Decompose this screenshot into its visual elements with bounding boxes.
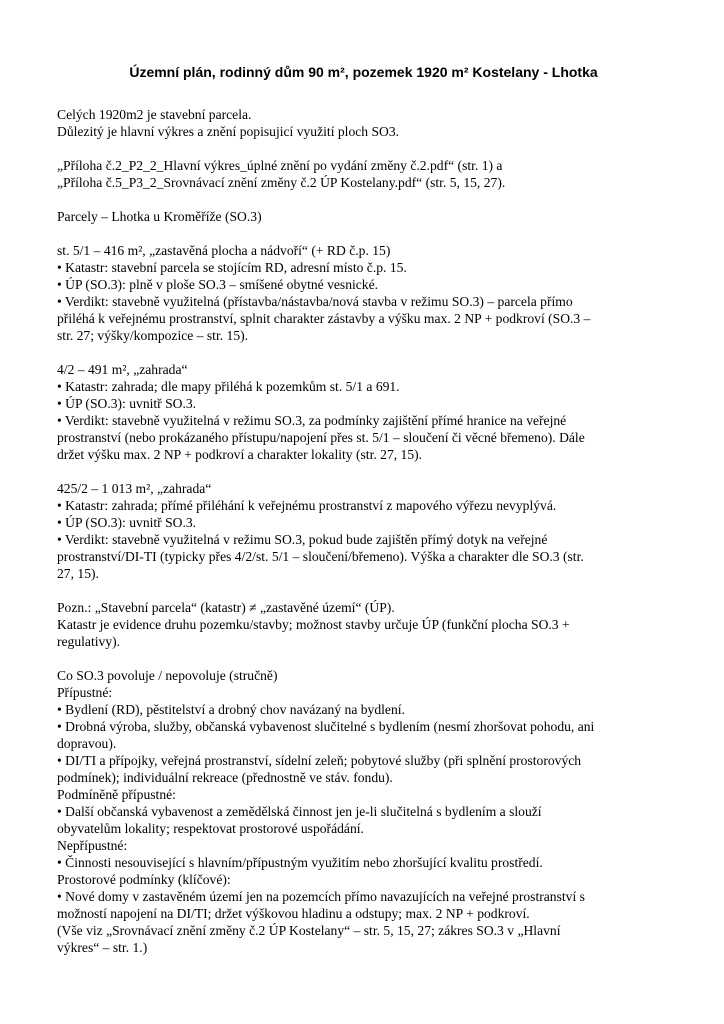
text-line: Parcely – Lhotka u Kroměříže (SO.3) [57, 209, 262, 224]
text-line: • ÚP (SO.3): uvnitř SO.3. [57, 515, 197, 530]
text-line: • Verdikt: stavebně využitelná v režimu SO.3, za podmínky zajištění přímé hranice na veřejné [57, 413, 567, 428]
text-line: str. 27; výšky/kompozice – str. 15). [57, 328, 249, 343]
text-line: Podmíněně přípustné: [57, 787, 176, 802]
text-line: 425/2 – 1 013 m², „zahrada“ [57, 481, 212, 496]
text-line: obyvatelům lokality; respektovat prostorové uspořádání. [57, 821, 364, 836]
text-line: • Nové domy v zastavěném území jen na pozemcích přímo navazujících na veřejné prostranství s [57, 889, 585, 904]
text-line: prostranství/DI-TI (typicky přes 4/2/st. 5/1 – sloučení/břemeno). Výška a charakter dle SO.3 (str. [57, 549, 584, 564]
paragraph [57, 667, 670, 956]
text-line: možností napojení na DI/TI; držet výškovou hladinu a odstupy; max. 2 NP + podkroví. [57, 906, 530, 921]
text-line: • Verdikt: stavebně využitelná (přístavba/nástavba/nová stavba v režimu SO.3) – parcela přímo [57, 294, 573, 309]
text-line: podmínek); individuální rekreace (přednostně ve stáv. fondu). [57, 770, 393, 785]
paragraph [57, 480, 670, 582]
paragraph [57, 208, 670, 225]
text-line: • Katastr: zahrada; dle mapy přiléhá k pozemkům st. 5/1 a 691. [57, 379, 400, 394]
text-line: prostranství (nebo prokázaného přístupu/napojení přes st. 5/1 – sloučení či věcné břemeno). Dále [57, 430, 585, 445]
document-body [57, 106, 670, 956]
text-line: (Vše viz „Srovnávací znění změny č.2 ÚP Kostelany“ – str. 5, 15, 27; zákres SO.3 v „Hlavní [57, 923, 561, 938]
text-line: Katastr je evidence druhu pozemku/stavby; možnost stavby určuje ÚP (funkční plocha SO.3 + [57, 617, 570, 632]
text-line: „Příloha č.2_P2_2_Hlavní výkres_úplné znění po vydání změny č.2.pdf“ (str. 1) a [57, 158, 503, 173]
text-line: • Další občanská vybavenost a zemědělská činnost jen je-li slučitelná s bydlením a slouží [57, 804, 542, 819]
text-line: 4/2 – 491 m², „zahrada“ [57, 362, 188, 377]
text-line: Prostorové podmínky (klíčové): [57, 872, 231, 887]
text-line: Přípustné: [57, 685, 113, 700]
text-line: Důlezitý je hlavní výkres a znění popisujicí využití ploch SO3. [57, 124, 400, 139]
text-line: „Příloha č.5_P3_2_Srovnávací znění změny č.2 ÚP Kostelany.pdf“ (str. 5, 15, 27). [57, 175, 506, 190]
document-title: Územní plán, rodinný dům 90 m², pozemek 1920 m² Kostelany - Lhotka [129, 64, 598, 80]
text-line: Co SO.3 povoluje / nepovoluje (stručně) [57, 668, 278, 683]
text-line: Celých 1920m2 je stavební parcela. [57, 107, 252, 122]
text-line: • ÚP (SO.3): plně v ploše SO.3 – smíšené obytné vesnické. [57, 277, 379, 292]
text-line: st. 5/1 – 416 m², „zastavěná plocha a nádvoří“ (+ RD č.p. 15) [57, 243, 391, 258]
text-line: • Činnosti nesouvisející s hlavním/přípustným využitím nebo zhoršující kvalitu prostředí. [57, 855, 543, 870]
paragraph [57, 361, 670, 463]
text-line: • Katastr: zahrada; přímé přiléhání k veřejnému prostranství z mapového výřezu nevyplývá. [57, 498, 557, 513]
paragraph [57, 242, 670, 344]
text-line: Nepřípustné: [57, 838, 128, 853]
text-line: • Katastr: stavební parcela se stojícím RD, adresní místo č.p. 15. [57, 260, 407, 275]
text-line: držet výšku max. 2 NP + podkroví a charakter lokality (str. 27, 15). [57, 447, 423, 462]
text-line: Pozn.: „Stavební parcela“ (katastr) ≠ „zastavěné území“ (ÚP). [57, 600, 395, 615]
text-line: 27, 15). [57, 566, 99, 581]
paragraph [57, 106, 670, 140]
text-line: • ÚP (SO.3): uvnitř SO.3. [57, 396, 197, 411]
text-line: výkres“ – str. 1.) [57, 940, 148, 955]
text-line: • Drobná výroba, služby, občanská vybavenost slučitelné s bydlením (nesmí zhoršovat pohodu, ani [57, 719, 595, 734]
text-line: regulativy). [57, 634, 121, 649]
text-line: přiléhá k veřejnému prostranství, splnit charakter zástavby a výšku max. 2 NP + podkroví (SO.3 – [57, 311, 591, 326]
paragraph [57, 599, 670, 650]
paragraph [57, 157, 670, 191]
text-line: • DI/TI a přípojky, veřejná prostranství, sídelní zeleň; pobytové služby (při splnění prostorových [57, 753, 582, 768]
text-line: • Bydlení (RD), pěstitelství a drobný chov navázaný na bydlení. [57, 702, 405, 717]
text-line: • Verdikt: stavebně využitelná v režimu SO.3, pokud bude zajištěn přímý dotyk na veřejné [57, 532, 548, 547]
text-line: dopravou). [57, 736, 117, 751]
